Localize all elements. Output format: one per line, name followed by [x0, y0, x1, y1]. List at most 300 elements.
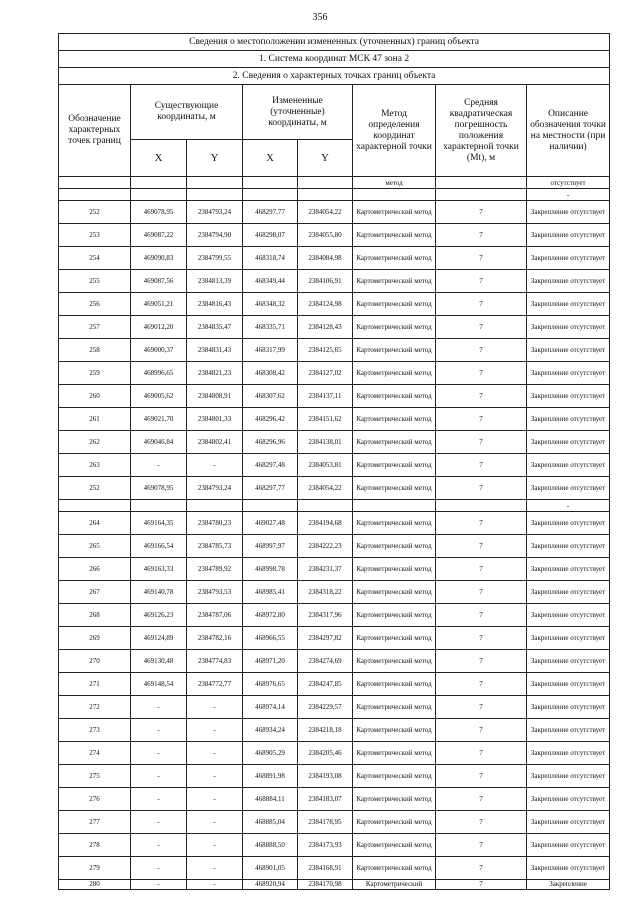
method-cell: Картометрический метод: [353, 362, 436, 385]
description-cell: Закрепление отсутствует: [527, 788, 610, 811]
table-row: [59, 650, 610, 673]
boundary-points-table: [58, 33, 610, 890]
point-cell: 258: [59, 339, 131, 362]
existing-x-cell: 469164,35: [131, 512, 187, 535]
existing-x-cell: 469051,21: [131, 293, 187, 316]
separator-cell: [298, 500, 353, 512]
accuracy-cell: 7: [436, 316, 527, 339]
table-row: [59, 431, 610, 454]
updated-y-cell: 2384168,91: [298, 857, 353, 880]
updated-x-cell: 468985,41: [243, 581, 298, 604]
updated-x-cell: 468335,71: [243, 316, 298, 339]
point-cell: 259: [59, 362, 131, 385]
updated-y-cell: 2384125,65: [298, 339, 353, 362]
existing-y-cell: 2384808,91: [187, 385, 243, 408]
accuracy-cell: 7: [436, 604, 527, 627]
existing-y-cell: 2384789,92: [187, 558, 243, 581]
existing-x-cell: 469090,83: [131, 247, 187, 270]
updated-y-cell: 2384222,23: [298, 535, 353, 558]
existing-y-cell: 2384813,39: [187, 270, 243, 293]
updated-x-cell: 468905,29: [243, 742, 298, 765]
updated-x-cell: 468297,48: [243, 454, 298, 477]
updated-x-cell: 468885,04: [243, 811, 298, 834]
updated-y-cell: 2384138,01: [298, 431, 353, 454]
header-updated-coordinates: Измененные (уточненные) координаты, м: [243, 85, 353, 140]
updated-y-cell: 2384193,08: [298, 765, 353, 788]
accuracy-cell: 7: [436, 650, 527, 673]
header-existing-coordinates: Существующие координаты, м: [131, 85, 243, 140]
existing-y-cell: -: [187, 696, 243, 719]
updated-y-cell: 2384178,95: [298, 811, 353, 834]
point-cell: 276: [59, 788, 131, 811]
method-cell: Картометрический метод: [353, 558, 436, 581]
page-number: 356: [312, 12, 328, 23]
existing-y-cell: 2384793,53: [187, 581, 243, 604]
accuracy-cell: 7: [436, 834, 527, 857]
point-cell: 252: [59, 477, 131, 500]
point-cell: 254: [59, 247, 131, 270]
point-cell: 269: [59, 627, 131, 650]
existing-y-cell: -: [187, 788, 243, 811]
existing-x-cell: -: [131, 834, 187, 857]
separator-dash: -: [527, 189, 610, 201]
accuracy-cell: 7: [436, 811, 527, 834]
method-cell: Картометрический метод: [353, 673, 436, 696]
header-updated-x: X: [243, 140, 298, 177]
updated-y-cell: 2384183,07: [298, 788, 353, 811]
updated-y-cell: 2384127,02: [298, 362, 353, 385]
accuracy-cell: 7: [436, 431, 527, 454]
existing-y-cell: -: [187, 811, 243, 834]
updated-y-cell: 2384084,98: [298, 247, 353, 270]
separator-cell: [436, 189, 527, 201]
accuracy-cell: 7: [436, 719, 527, 742]
note-cell: [131, 177, 187, 189]
accuracy-cell: 7: [436, 270, 527, 293]
existing-y-cell: 2384835,47: [187, 316, 243, 339]
point-cell: 273: [59, 719, 131, 742]
updated-y-cell: 2384317,96: [298, 604, 353, 627]
updated-x-cell: 468998,78: [243, 558, 298, 581]
updated-y-cell: 2384055,80: [298, 224, 353, 247]
table-row: [59, 247, 610, 270]
updated-x-cell: 468974,14: [243, 696, 298, 719]
description-cell: Закрепление отсутствует: [527, 857, 610, 880]
point-cell: 268: [59, 604, 131, 627]
separator-cell: [59, 189, 131, 201]
updated-y-cell: 2384194,68: [298, 512, 353, 535]
existing-y-cell: 2384793,24: [187, 477, 243, 500]
updated-x-cell: 468318,74: [243, 247, 298, 270]
table-title: Сведения о местоположении измененных (уточненных) границ объекта: [59, 34, 610, 51]
existing-x-cell: -: [131, 696, 187, 719]
updated-x-cell: 468298,07: [243, 224, 298, 247]
description-cell: Закрепление отсутствует: [527, 385, 610, 408]
point-cell: 275: [59, 765, 131, 788]
updated-x-cell: 468934,24: [243, 719, 298, 742]
method-cell: Картометрический метод: [353, 431, 436, 454]
existing-x-cell: 469126,23: [131, 604, 187, 627]
existing-x-cell: 469130,48: [131, 650, 187, 673]
existing-x-cell: 469124,89: [131, 627, 187, 650]
note-cell: [298, 177, 353, 189]
updated-y-cell: 2384170,98: [298, 880, 353, 890]
point-cell: 272: [59, 696, 131, 719]
point-cell: 271: [59, 673, 131, 696]
method-cell: Картометрический метод: [353, 224, 436, 247]
point-cell: 260: [59, 385, 131, 408]
description-cell: Закрепление отсутствует: [527, 558, 610, 581]
table-row: [59, 316, 610, 339]
note-description: отсутствует: [527, 177, 610, 189]
updated-x-cell: 468966,55: [243, 627, 298, 650]
description-cell: Закрепление отсутствует: [527, 719, 610, 742]
table-row: [59, 512, 610, 535]
accuracy-cell: 7: [436, 581, 527, 604]
updated-x-cell: 468308,42: [243, 362, 298, 385]
existing-y-cell: 2384831,43: [187, 339, 243, 362]
point-cell: 274: [59, 742, 131, 765]
accuracy-cell: 7: [436, 293, 527, 316]
separator-cell: [298, 189, 353, 201]
description-cell: Закрепление отсутствует: [527, 627, 610, 650]
updated-x-cell: 468297,77: [243, 477, 298, 500]
description-cell: Закрепление отсутствует: [527, 581, 610, 604]
table-row: [59, 362, 610, 385]
accuracy-cell: 7: [436, 535, 527, 558]
description-cell: Закрепление отсутствует: [527, 742, 610, 765]
method-cell: Картометрический метод: [353, 857, 436, 880]
updated-x-cell: 468296,42: [243, 408, 298, 431]
method-cell: Картометрический метод: [353, 477, 436, 500]
point-cell: 265: [59, 535, 131, 558]
existing-y-cell: 2384821,23: [187, 362, 243, 385]
separator-cell: [243, 500, 298, 512]
separator-cell: [131, 189, 187, 201]
updated-y-cell: 2384318,22: [298, 581, 353, 604]
table-row: [59, 454, 610, 477]
updated-x-cell: 468976,65: [243, 673, 298, 696]
updated-x-cell: 469027,48: [243, 512, 298, 535]
header-description: Описание обозначения точки на местности (при наличии): [527, 85, 610, 177]
method-cell: Картометрический метод: [353, 627, 436, 650]
table-row: [59, 339, 610, 362]
existing-y-cell: 2384799,55: [187, 247, 243, 270]
updated-y-cell: 2384274,69: [298, 650, 353, 673]
updated-x-cell: 468888,50: [243, 834, 298, 857]
table-row: [59, 788, 610, 811]
accuracy-cell: 7: [436, 247, 527, 270]
updated-x-cell: 468296,96: [243, 431, 298, 454]
updated-y-cell: 2384128,43: [298, 316, 353, 339]
table-row: [59, 270, 610, 293]
table-row: [59, 604, 610, 627]
accuracy-cell: 7: [436, 673, 527, 696]
existing-x-cell: -: [131, 454, 187, 477]
updated-x-cell: 468972,80: [243, 604, 298, 627]
separator-cell: [131, 500, 187, 512]
updated-y-cell: 2384218,18: [298, 719, 353, 742]
point-cell: 277: [59, 811, 131, 834]
method-cell: Картометрический метод: [353, 408, 436, 431]
description-cell: Закрепление отсутствует: [527, 696, 610, 719]
table-row: [59, 719, 610, 742]
table-row: [59, 857, 610, 880]
description-cell: Закрепление отсутствует: [527, 316, 610, 339]
method-cell: Картометрический метод: [353, 788, 436, 811]
description-cell: Закрепление отсутствует: [527, 834, 610, 857]
separator-cell: [187, 500, 243, 512]
updated-y-cell: 2384247,85: [298, 673, 353, 696]
point-cell: 262: [59, 431, 131, 454]
updated-y-cell: 2384231,37: [298, 558, 353, 581]
method-cell: Картометрический метод: [353, 811, 436, 834]
accuracy-cell: 7: [436, 880, 527, 890]
accuracy-cell: 7: [436, 339, 527, 362]
note-cell: [187, 177, 243, 189]
note-method: метод: [353, 177, 436, 189]
point-cell: 257: [59, 316, 131, 339]
updated-y-cell: 2384124,98: [298, 293, 353, 316]
updated-y-cell: 2384054,22: [298, 477, 353, 500]
existing-y-cell: 2384787,06: [187, 604, 243, 627]
separator-cell: [243, 189, 298, 201]
updated-y-cell: 2384297,82: [298, 627, 353, 650]
accuracy-cell: 7: [436, 558, 527, 581]
updated-x-cell: 468920,94: [243, 880, 298, 890]
accuracy-cell: 7: [436, 477, 527, 500]
table-row: [59, 696, 610, 719]
method-cell: Картометрический: [353, 880, 436, 890]
point-cell: 256: [59, 293, 131, 316]
description-cell: Закрепление отсутствует: [527, 339, 610, 362]
header-existing-y: Y: [187, 140, 243, 177]
table-row: [59, 765, 610, 788]
separator-cell: [59, 500, 131, 512]
existing-x-cell: 469078,95: [131, 477, 187, 500]
existing-y-cell: 2384793,24: [187, 201, 243, 224]
existing-y-cell: 2384801,33: [187, 408, 243, 431]
point-cell: 270: [59, 650, 131, 673]
accuracy-cell: 7: [436, 224, 527, 247]
existing-y-cell: 2384782,16: [187, 627, 243, 650]
existing-x-cell: 469087,56: [131, 270, 187, 293]
description-cell: Закрепление отсутствует: [527, 362, 610, 385]
accuracy-cell: 7: [436, 385, 527, 408]
method-cell: Картометрический метод: [353, 454, 436, 477]
updated-x-cell: 468349,44: [243, 270, 298, 293]
updated-x-cell: 468997,97: [243, 535, 298, 558]
note-cell: [59, 177, 131, 189]
updated-x-cell: 468297,77: [243, 201, 298, 224]
method-cell: Картометрический метод: [353, 650, 436, 673]
updated-y-cell: 2384173,93: [298, 834, 353, 857]
accuracy-cell: 7: [436, 857, 527, 880]
separator-row: [59, 500, 610, 512]
table-row: [59, 408, 610, 431]
description-cell: Закрепление отсутствует: [527, 224, 610, 247]
updated-x-cell: 468317,99: [243, 339, 298, 362]
updated-x-cell: 468891,98: [243, 765, 298, 788]
description-cell: Закрепление отсутствует: [527, 431, 610, 454]
method-cell: Картометрический метод: [353, 270, 436, 293]
updated-y-cell: 2384137,11: [298, 385, 353, 408]
header-updated-y: Y: [298, 140, 353, 177]
table-row: [59, 385, 610, 408]
separator-dash: -: [527, 500, 610, 512]
accuracy-cell: 7: [436, 408, 527, 431]
point-cell: 279: [59, 857, 131, 880]
description-cell: Закрепление отсутствует: [527, 408, 610, 431]
existing-y-cell: 2384785,73: [187, 535, 243, 558]
description-cell: Закрепление отсутствует: [527, 454, 610, 477]
point-cell: 253: [59, 224, 131, 247]
method-cell: Картометрический метод: [353, 339, 436, 362]
existing-x-cell: -: [131, 765, 187, 788]
point-cell: 261: [59, 408, 131, 431]
table-row: [59, 811, 610, 834]
updated-x-cell: 468971,20: [243, 650, 298, 673]
note-cell: [243, 177, 298, 189]
point-cell: 252: [59, 201, 131, 224]
method-cell: Картометрический метод: [353, 604, 436, 627]
existing-x-cell: -: [131, 742, 187, 765]
description-cell: Закрепление отсутствует: [527, 535, 610, 558]
point-cell: 264: [59, 512, 131, 535]
updated-x-cell: 468901,05: [243, 857, 298, 880]
coordinate-system-title: 1. Система координат МСК 47 зона 2: [59, 51, 610, 68]
point-cell: 267: [59, 581, 131, 604]
updated-y-cell: 2384054,22: [298, 201, 353, 224]
description-cell: Закрепление отсутствует: [527, 477, 610, 500]
existing-x-cell: 469005,62: [131, 385, 187, 408]
updated-y-cell: 2384151,62: [298, 408, 353, 431]
header-point: Обозначение характерных точек границ: [59, 85, 131, 177]
method-cell: Картометрический метод: [353, 316, 436, 339]
method-cell: Картометрический метод: [353, 834, 436, 857]
method-cell: Картометрический метод: [353, 742, 436, 765]
existing-x-cell: -: [131, 857, 187, 880]
existing-y-cell: 2384774,83: [187, 650, 243, 673]
existing-x-cell: 469140,78: [131, 581, 187, 604]
table-row: [59, 293, 610, 316]
table-row: [59, 581, 610, 604]
existing-y-cell: 2384816,43: [187, 293, 243, 316]
description-cell: Закрепление отсутствует: [527, 247, 610, 270]
description-cell: Закрепление отсутствует: [527, 673, 610, 696]
separator-cell: [353, 500, 436, 512]
description-cell: Закрепление: [527, 880, 610, 890]
accuracy-cell: 7: [436, 627, 527, 650]
method-cell: Картометрический метод: [353, 293, 436, 316]
method-cell: Картометрический метод: [353, 385, 436, 408]
method-cell: Картометрический метод: [353, 512, 436, 535]
point-cell: 266: [59, 558, 131, 581]
existing-y-cell: 2384772,77: [187, 673, 243, 696]
existing-x-cell: 469012,20: [131, 316, 187, 339]
section-title: 2. Сведения о характерных точках границ объекта: [59, 68, 610, 85]
description-cell: Закрепление отсутствует: [527, 201, 610, 224]
description-cell: Закрепление отсутствует: [527, 270, 610, 293]
accuracy-cell: 7: [436, 742, 527, 765]
updated-y-cell: 2384229,57: [298, 696, 353, 719]
point-cell: 278: [59, 834, 131, 857]
updated-x-cell: 468307,62: [243, 385, 298, 408]
description-cell: Закрепление отсутствует: [527, 811, 610, 834]
existing-x-cell: 469021,70: [131, 408, 187, 431]
table-row: [59, 224, 610, 247]
method-cell: Картометрический метод: [353, 535, 436, 558]
method-cell: Картометрический метод: [353, 765, 436, 788]
separator-cell: [436, 500, 527, 512]
header-method: Метод определения координат характерной точки: [353, 85, 436, 177]
accuracy-cell: 7: [436, 362, 527, 385]
existing-x-cell: -: [131, 788, 187, 811]
existing-x-cell: -: [131, 719, 187, 742]
updated-y-cell: 2384106,91: [298, 270, 353, 293]
accuracy-cell: 7: [436, 201, 527, 224]
existing-y-cell: 2384780,23: [187, 512, 243, 535]
existing-y-cell: -: [187, 834, 243, 857]
existing-x-cell: 469087,22: [131, 224, 187, 247]
note-cell: [436, 177, 527, 189]
description-cell: Закрепление отсутствует: [527, 293, 610, 316]
existing-x-cell: 468996,65: [131, 362, 187, 385]
existing-x-cell: -: [131, 880, 187, 890]
existing-x-cell: 469148,54: [131, 673, 187, 696]
point-cell: 280: [59, 880, 131, 890]
existing-y-cell: -: [187, 719, 243, 742]
accuracy-cell: 7: [436, 454, 527, 477]
method-cell: Картометрический метод: [353, 581, 436, 604]
updated-y-cell: 2384053,81: [298, 454, 353, 477]
separator-cell: [353, 189, 436, 201]
existing-x-cell: 469078,95: [131, 201, 187, 224]
table-row: [59, 535, 610, 558]
table-row: [59, 201, 610, 224]
separator-cell: [187, 189, 243, 201]
table-row: [59, 742, 610, 765]
table-row: [59, 477, 610, 500]
description-cell: Закрепление отсутствует: [527, 765, 610, 788]
existing-y-cell: -: [187, 880, 243, 890]
existing-x-cell: 469046,84: [131, 431, 187, 454]
existing-y-cell: 2384794,90: [187, 224, 243, 247]
updated-y-cell: 2384205,46: [298, 742, 353, 765]
description-cell: Закрепление отсутствует: [527, 650, 610, 673]
point-cell: 263: [59, 454, 131, 477]
method-cell: Картометрический метод: [353, 247, 436, 270]
existing-y-cell: 2384802,41: [187, 431, 243, 454]
existing-y-cell: -: [187, 742, 243, 765]
table-row: [59, 627, 610, 650]
existing-y-cell: -: [187, 857, 243, 880]
accuracy-cell: 7: [436, 696, 527, 719]
table-row: [59, 880, 610, 890]
updated-x-cell: 468348,32: [243, 293, 298, 316]
existing-x-cell: 469163,33: [131, 558, 187, 581]
accuracy-cell: 7: [436, 512, 527, 535]
method-cell: Картометрический метод: [353, 201, 436, 224]
method-cell: Картометрический метод: [353, 719, 436, 742]
table-row: [59, 558, 610, 581]
existing-y-cell: -: [187, 454, 243, 477]
existing-x-cell: -: [131, 811, 187, 834]
existing-x-cell: 469000,37: [131, 339, 187, 362]
header-existing-x: X: [131, 140, 187, 177]
accuracy-cell: 7: [436, 788, 527, 811]
header-accuracy: Средняя квадратическая погрешность положения характерной точки (Mt), м: [436, 85, 527, 177]
